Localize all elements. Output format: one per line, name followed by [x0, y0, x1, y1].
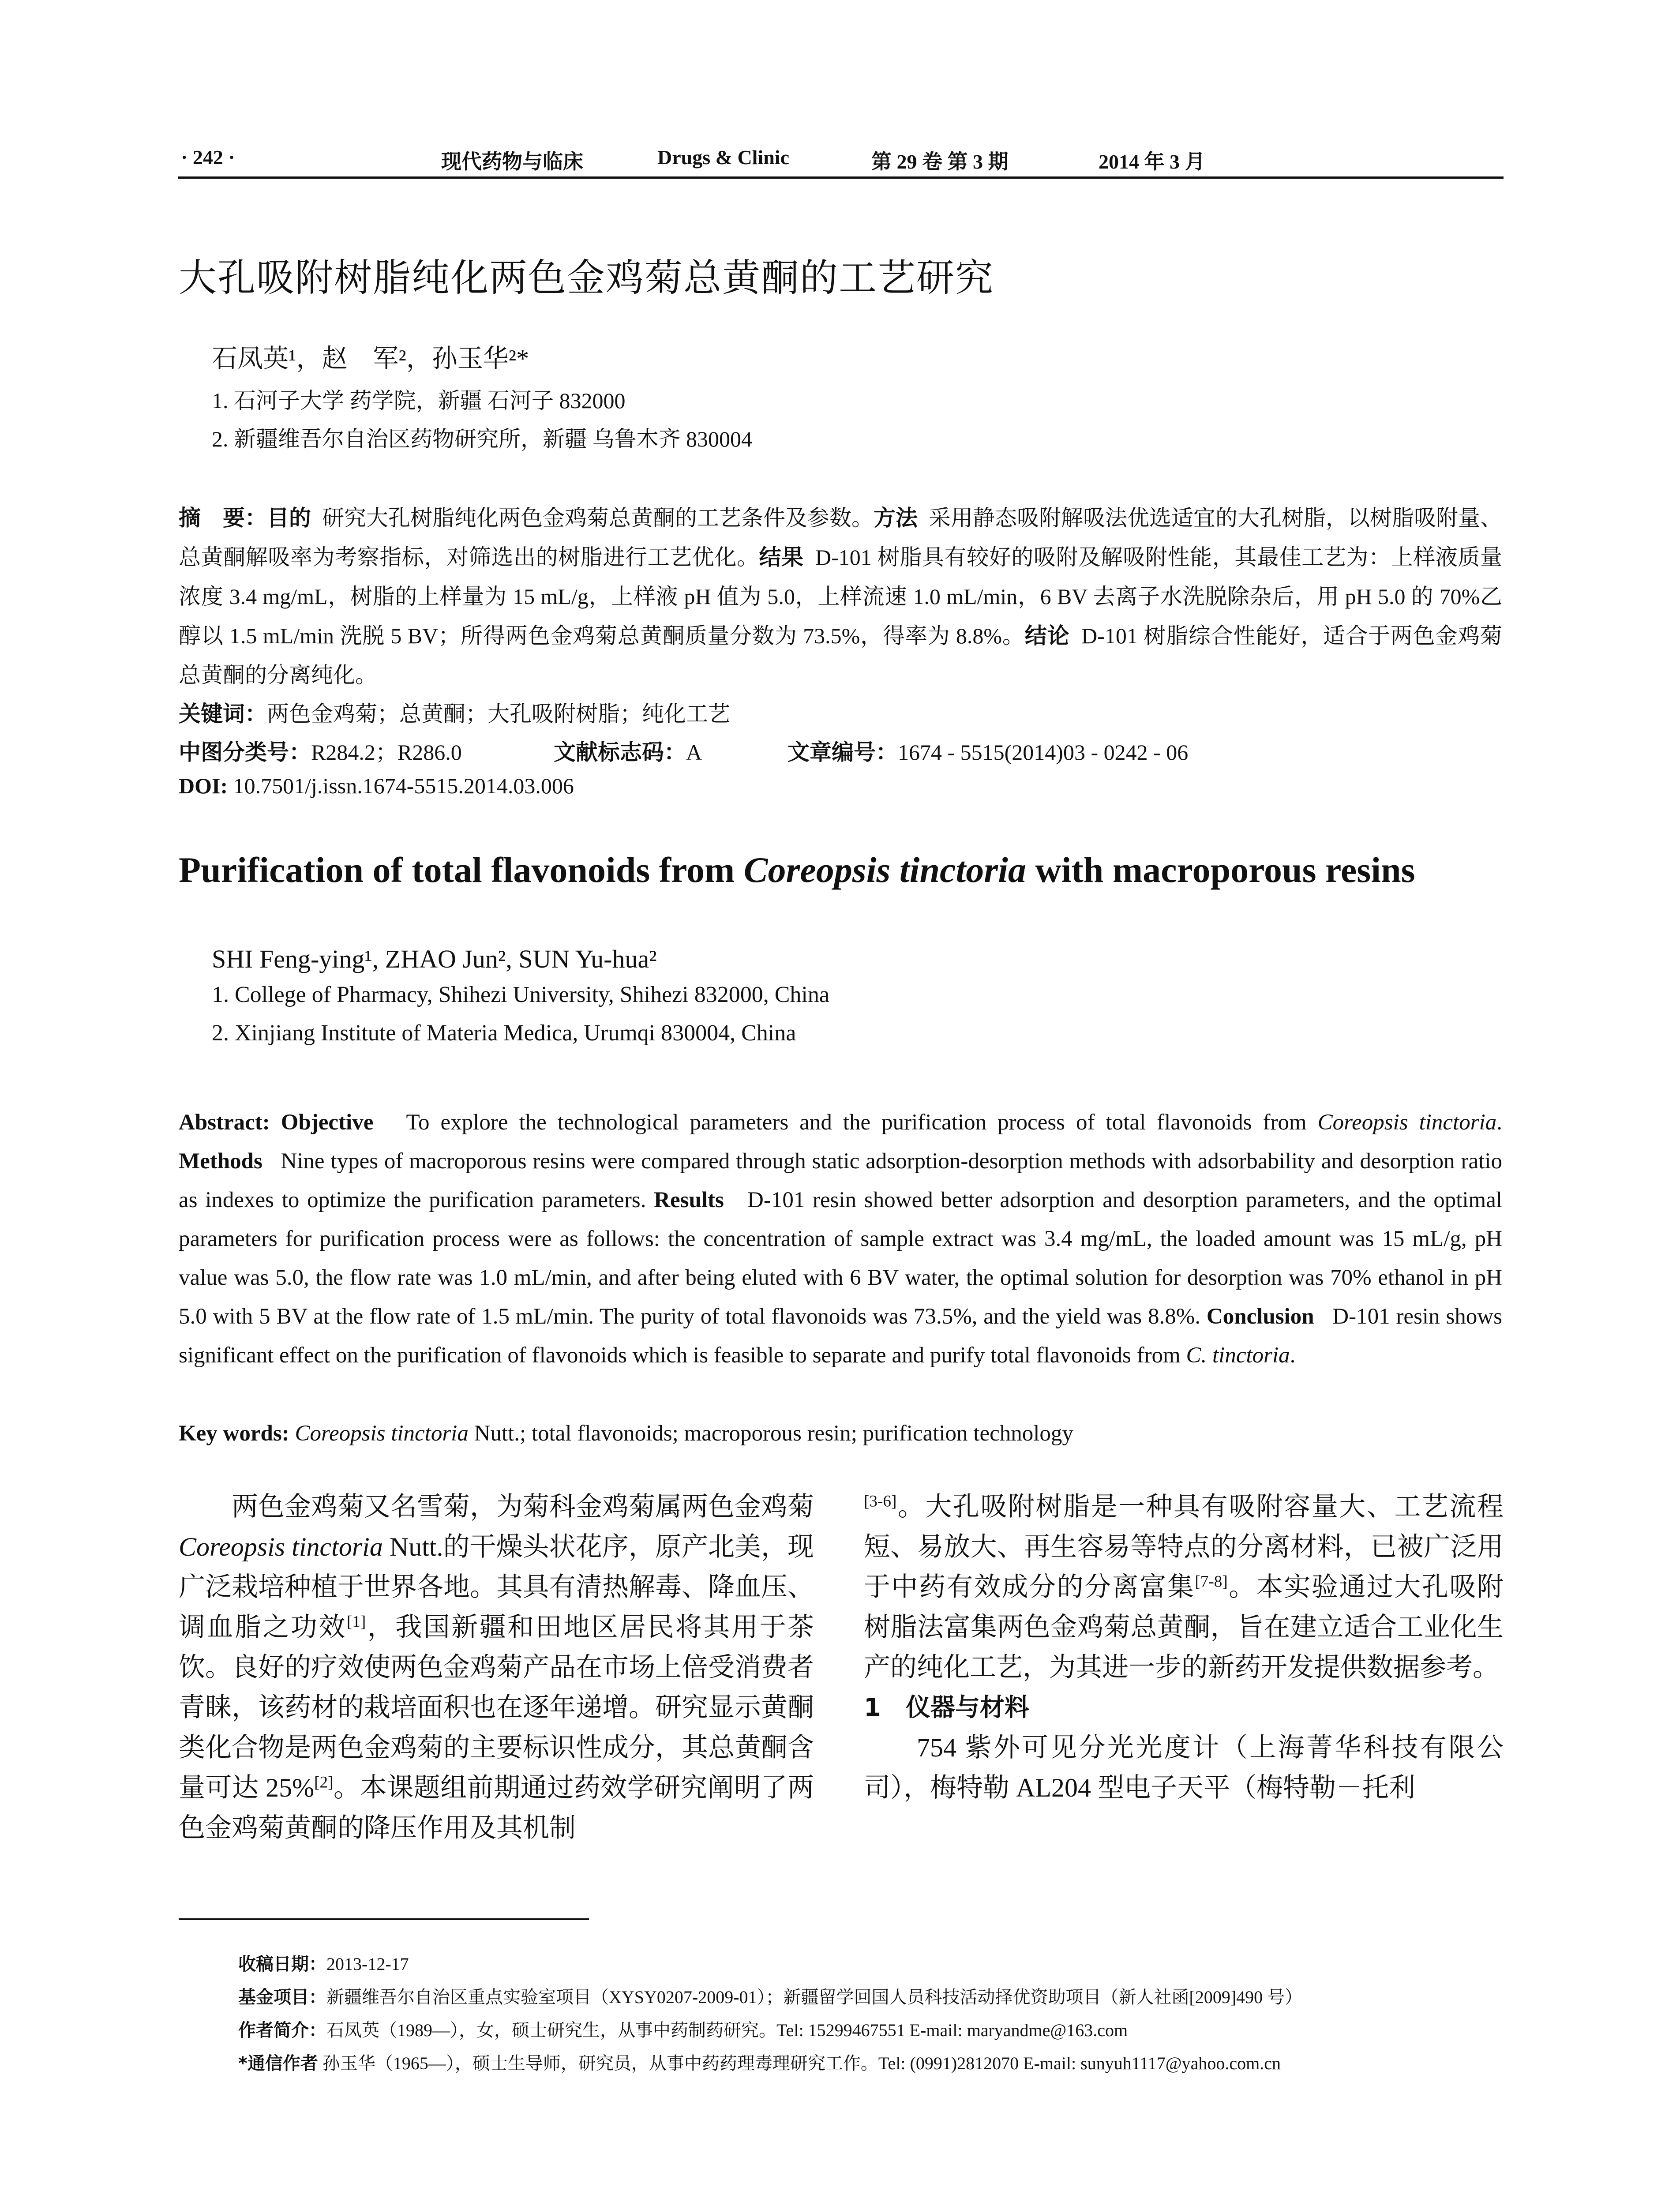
title-en-species: Coreopsis tinctoria [743, 850, 1026, 890]
footnote-text: 石凤英（1989—），女，硕士研究生，从事中药制药研究。Tel: 15299467551 E-mail: maryandme@163.com [326, 2020, 1128, 2040]
results-label: 结果 [759, 544, 804, 570]
body-column-left [179, 1487, 814, 1848]
article-number-value: 1674 - 5515(2014)03 - 0242 - 06 [898, 740, 1189, 765]
footnote-rule [179, 1918, 589, 1920]
body-text: 。大孔吸附树脂是一种具有吸附容量大、工艺流程短、易放大、再生容易等特点的分离材料，已被广泛用于中药有效成分的分离富集 [864, 1492, 1504, 1602]
keywords-zh-label: 关键词： [179, 701, 267, 727]
results-en-text: D-101 resin showed better adsorption and desorption parameters, and the optimal parameters for purification process were as follows: the concentration of sample extract was 3.4 mg/mL, the loaded amount was 15 mL/g, pH value was 5.0, the flow rate was 1.0 mL/min, and after being eluted with 6 BV water, the optimal solution for desorption was 70% ethanol in pH 5.0 with 5 BV at the flow rate of 1.5 mL/min. The purity of total flavonoids was 73.5%, and the yield was 8.8%. [179, 1188, 1503, 1329]
footnote-author-bio [238, 2016, 1128, 2041]
body-species: Coreopsis tinctoria [179, 1532, 383, 1561]
citation: [7-8] [1195, 1572, 1228, 1591]
header-rule [178, 176, 1504, 179]
body-text: ，我国新疆和田地区居民将其用于茶饮。良好的疗效使两色金鸡菊产品在市场上倍受消费者青睐，该药材的栽培面积也在逐年递增。研究显示黄酮类化合物是两色金鸡菊的主要标识性成分，其总黄酮含量可达 25% [179, 1613, 814, 1802]
footnote-text: 新疆维吾尔自治区重点实验室项目（XYSY0207-2009-01）；新疆留学回国人员科技活动择优资助项目（新人社函[2009]490 号） [326, 1987, 1303, 2007]
methods-label: 方法 [874, 505, 918, 531]
objective-en-label: Objective [281, 1110, 374, 1135]
issue-date: 2014 年 3 月 [1099, 150, 1205, 173]
abstract-en [179, 1103, 1502, 1375]
footnote-label: 基金项目： [238, 1987, 326, 2007]
keywords-zh [179, 696, 730, 728]
footnote-label: 收稿日期： [238, 1954, 326, 1974]
body-paragraph-cont [864, 1487, 1504, 1688]
conclusion-label: 结论 [1024, 623, 1070, 649]
body-column-right [864, 1487, 1504, 1808]
running-header [181, 146, 1504, 172]
objective-en-text: To explore the technological parameters and the purification process of total flavonoids from [406, 1110, 1318, 1135]
keywords-en-label: Key words: [179, 1421, 289, 1446]
conclusion-en-species: C. tinctoria [1186, 1343, 1290, 1368]
volume-issue: 第 29 卷 第 3 期 [871, 150, 1009, 173]
affiliation-en-2: 2. Xinjiang Institute of Materia Medica, Urumqi 830004, China [212, 1020, 796, 1046]
conclusion-en-text: D-101 resin shows significant effect on the purification of flavonoids which is feasible to separate and purify total flavonoids from [179, 1304, 1502, 1368]
body-text: Nutt.的干燥头状花序，原产北美，现广泛栽培种植于世界各地。其具有清热解毒、降血压、调血脂之功效 [179, 1532, 814, 1642]
affiliation-zh-2: 2. 新疆维吾尔自治区药物研究所，新疆 乌鲁木齐 830004 [212, 427, 752, 451]
objective-text: 研究大孔树脂纯化两色金鸡菊总黄酮的工艺条件及参数。 [322, 506, 874, 530]
footnote-text: 孙玉华（1965—），硕士生导师，研究员，从事中药药理毒理研究工作。Tel: (0991)2812070 E-mail: sunyuh1117@yahoo.com.cn [318, 2053, 1281, 2073]
objective-en-end: . [1496, 1110, 1502, 1135]
clc-label: 中图分类号： [179, 739, 311, 765]
title-en-part-2: with macroporous resins [1026, 850, 1415, 890]
methods-en-text: Nine types of macroporous resins were compared through static adsorption-desorption methods with adsorbability and desorption ratio as indexes to optimize the purification parameters. [179, 1149, 1502, 1212]
objective-label: 目的 [267, 505, 311, 531]
section-heading: 1 仪器与材料 [864, 1693, 1029, 1722]
doc-code-label: 文献标志码： [554, 739, 686, 765]
footnote-label: 作者简介： [238, 2020, 326, 2041]
article-number-label: 文章编号： [788, 739, 898, 765]
keywords-en-text: Nutt.; total flavonoids; macroporous resin; purification technology [468, 1421, 1073, 1446]
doi-value: 10.7501/j.issn.1674-5515.2014.03.006 [233, 773, 574, 798]
classification-line [179, 735, 1502, 766]
body-text: 两色金鸡菊又名雪菊，为菊科金鸡菊属两色金鸡菊 [232, 1492, 814, 1521]
conclusion-en-end: . [1290, 1343, 1296, 1368]
results-en-label: Results [654, 1188, 724, 1212]
objective-en-species: Coreopsis tinctoria [1317, 1110, 1497, 1135]
keywords-en-species: Coreopsis tinctoria [295, 1421, 469, 1446]
body-paragraph: 754 紫外可见分光光度计（上海菁华科技有限公司），梅特勒 AL204 型电子天平（梅特勒－托利 [864, 1733, 1504, 1802]
body-text: 。本实验通过大孔吸附树脂法富集两色金鸡菊总黄酮，旨在建立适合工业化生产的纯化工艺，为其进一步的新药开发提供数据参考。 [864, 1572, 1504, 1682]
citation: [2] [314, 1773, 334, 1792]
keywords-en [179, 1421, 1073, 1446]
article-title-en [179, 849, 1415, 891]
methods-en-label: Methods [179, 1149, 262, 1174]
journal-title-en: Drugs & Clinic [657, 146, 789, 169]
article-number [788, 735, 1188, 766]
doc-code-value: A [686, 740, 702, 765]
clc-value: R284.2；R286.0 [311, 740, 462, 765]
doc-code [554, 735, 702, 766]
citation: [3-6] [864, 1492, 897, 1511]
affiliation-zh-1: 1. 石河子大学 药学院，新疆 石河子 832000 [212, 388, 626, 413]
page-number: · 242 · [181, 146, 235, 169]
doi-line [179, 773, 574, 799]
abstract-zh-label: 摘 要： [179, 505, 267, 531]
affiliation-en-1: 1. College of Pharmacy, Shihezi University, Shihezi 832000, China [212, 982, 829, 1007]
footnote-received [238, 1950, 409, 1975]
journal-title-zh: 现代药物与临床 [441, 150, 583, 173]
authors-en: SHI Feng-ying¹, ZHAO Jun², SUN Yu-hua² [212, 945, 657, 973]
citation: [1] [346, 1613, 366, 1631]
methods-text: 采用静态吸附解吸法优选适宜的大孔树脂，以树脂吸附量、总黄酮解吸率为考察指标，对筛选出的树脂进行工艺优化。 [179, 506, 1502, 570]
body-text: 。本课题组前期通过药效学研究阐明了两色金鸡菊黄酮的降压作用及其机制 [179, 1773, 814, 1842]
footnote-label: *通信作者 [238, 2053, 318, 2074]
article-title-zh: 大孔吸附树脂纯化两色金鸡菊总黄酮的工艺研究 [179, 256, 994, 300]
keywords-zh-text: 两色金鸡菊；总黄酮；大孔吸附树脂；纯化工艺 [267, 702, 730, 726]
footnote-funding [238, 1983, 1302, 2008]
abstract-en-label: Abstract: [179, 1110, 270, 1135]
abstract-zh [179, 499, 1502, 695]
authors-zh: 石凤英¹，赵 军²，孙玉华²* [212, 344, 529, 373]
conclusion-en-label: Conclusion [1206, 1304, 1314, 1329]
footnote-text: 2013-12-17 [326, 1954, 409, 1974]
doi-label: DOI: [179, 773, 228, 798]
footnote-corresponding [238, 2049, 1281, 2075]
results-text: D-101 树脂具有较好的吸附及解吸附性能，其最佳工艺为：上样液质量浓度 3.4 mg/mL，树脂的上样量为 15 mL/g，上样液 pH 值为 5.0，上样流速 1.0 mL/min，6 BV 去离子水洗脱除杂后，用 pH 5.0 的 70%乙醇以 1.5 mL/min 洗脱 5 BV；所得两色金鸡菊总黄酮质量分数为 73.5%，得率为 8.8%。 [179, 545, 1503, 648]
title-en-part-1: Purification of total flavonoids from [179, 850, 744, 890]
conclusion-text: D-101 树脂综合性能好，适合于两色金鸡菊总黄酮的分离纯化。 [179, 623, 1503, 687]
